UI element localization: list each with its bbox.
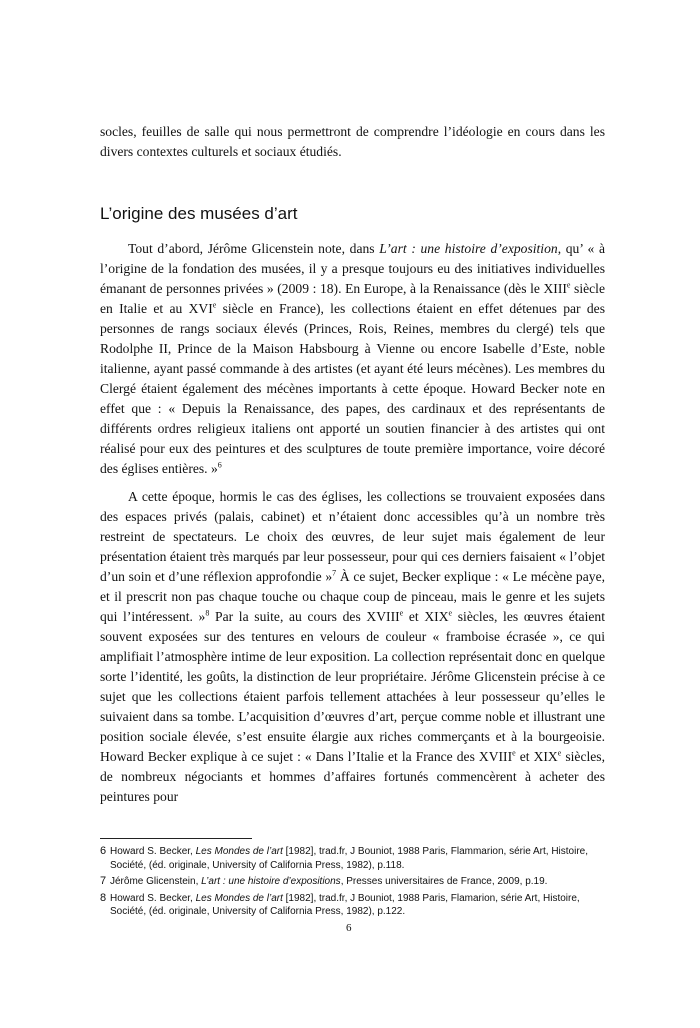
paragraph-2-text-f: et XIX (515, 749, 558, 764)
superscript: e (557, 748, 562, 758)
footnote-title: Les Mondes de l’art (195, 846, 283, 857)
paragraph-2-text-c: Par la suite, au cours des XVIII (209, 609, 400, 624)
book-title: L’art : une histoire d’exposition (379, 241, 558, 256)
superscript: e (566, 280, 571, 290)
footnote-text: Howard S. Becker, (110, 892, 196, 904)
footnote-7 (100, 875, 605, 889)
paragraph-1-text-c: siècle en Italie et au XVI (100, 281, 605, 316)
paragraph-2-text-e: siècles, les œuvres étaient souvent exposées sur des tentures en velours de couleur « framboise écrasée », ce qui amplifiait l’atmosphère intime de leur exposition. La collection représentait donc en quelque sorte l’identité, les goûts, la distinction de leur propriétaire. Jérôme Glicenstein précise à ce sujet que les collections étaient parfois tellement attachées à leur possesseur qu’elles le suivaient dans sa tombe. L’acquisition d’œuvres d’art, perçue comme noble et illustrant une position sociale élevée, s’est ensuite élargie aux riches commerçants et à la bourgeoisie. Howard Becker explique à ce sujet : « Dans l’Italie et la France des XVIII (100, 609, 605, 764)
footnote-title: L’art : une histoire d’expositions (201, 876, 341, 887)
superscript: e (212, 300, 217, 310)
footnote-number: 8 (100, 891, 107, 904)
superscript: e (399, 608, 404, 618)
footnote-ref-8[interactable]: 8 (205, 608, 210, 618)
footnote-title: Les Mondes de l’art (195, 892, 283, 904)
footnote-number: 6 (100, 845, 107, 857)
footnote-text: [1982], trad.fr, J Bouniot, 1988 Paris, Flamarion, série Art, Histoire, Société, (éd. originale, University of California Press, 1982), p.122. (110, 892, 580, 917)
intro-paragraph (100, 122, 605, 162)
paragraph-2-text-g: siècles, de nombreux négociants et hommes d’affaires fortunés commencèrent à acheter des peintures pour (100, 749, 605, 804)
footnote-text: Howard S. Becker, (110, 846, 196, 857)
paragraph-1-text-a: Tout d’abord, Jérôme Glicenstein note, dans (128, 241, 380, 256)
footnote-6 (100, 845, 605, 872)
paragraph-2-text-a: A cette époque, hormis le cas des églises, les collections se trouvaient exposées dans des espaces privés (palais, cabinet) et n’étaient donc accessibles qu’à un nombre très restreint de spectateurs. Le choix des œuvres, de leur sujet mais également de leur présentation étaient très marqués par leur possesseur, pour qui ces derniers faisaient « l’objet d’un soin et d’une réflexion approfondie » (100, 489, 605, 584)
superscript: e (448, 608, 453, 618)
paragraph-2 (100, 487, 605, 807)
superscript: e (512, 748, 516, 758)
footnote-ref-6[interactable]: 6 (217, 460, 222, 470)
paragraph-1 (100, 239, 605, 479)
footnote-ref-7[interactable]: 7 (332, 568, 337, 578)
paragraph-1-text-d: siècle en France), les collections étaient en effet détenues par des personnes de rangs sociaux élevés (Princes, Rois, Reines, membres du clergé) tels que Rodolphe II, Prince de la Maison Habsbourg à Vienne ou encore Isabelle d’Este, noble italienne, ayant passé commande à des artistes (et ayant été leurs mécènes). Les membres du Clergé étaient également des mécènes importants à cette époque. Howard Becker note en effet que : « Depuis la Renaissance, des papes, des cardinaux et des représentants de différents ordres religieux italiens ont apporté un soutien financier à des artistes qui ont réalisé pour eux des peintures et des sculptures de toute première importance, voire décoré des églises entières. » (100, 301, 605, 476)
footnote-text: [1982], trad.fr, J Bouniot, 1988 Paris, Flammarion, série Art, Histoire, Société, (éd. originale, University of California Press, 1982), p.118. (110, 846, 589, 871)
section-heading: L’origine des musées d’art (100, 204, 298, 223)
footnote-text: , Presses universitaires de France, 2009, p.19. (340, 876, 548, 887)
paragraph-1-text-b: , qu’ « à l’origine de la fondation des musées, il y a presque toujours eu des initiatives individuelles émanant de personnes privées » (2009 : 18). En Europe, à la Renaissance (dès le XIII (100, 241, 605, 296)
paragraph-2-text-d: et XIX (403, 609, 449, 624)
page-body (100, 118, 605, 804)
footnotes (100, 845, 605, 922)
intro-text: socles, feuilles de salle qui nous permettront de comprendre l’idéologie en cours dans les divers contextes culturels et sociaux étudiés. (100, 124, 605, 159)
footnote-number: 7 (100, 875, 107, 887)
footnote-separator (100, 838, 252, 839)
page-number: 6 (346, 922, 352, 934)
paragraph-2-text-b: À ce sujet, Becker explique : « Le mécène paye, et il prescrit non pas chaque touche ou chaque coup de pinceau, mais le genre et les sujets qui l’intéressent. » (100, 569, 605, 624)
footnote-8 (100, 892, 605, 919)
footnote-text: Jérôme Glicenstein, (110, 876, 202, 887)
